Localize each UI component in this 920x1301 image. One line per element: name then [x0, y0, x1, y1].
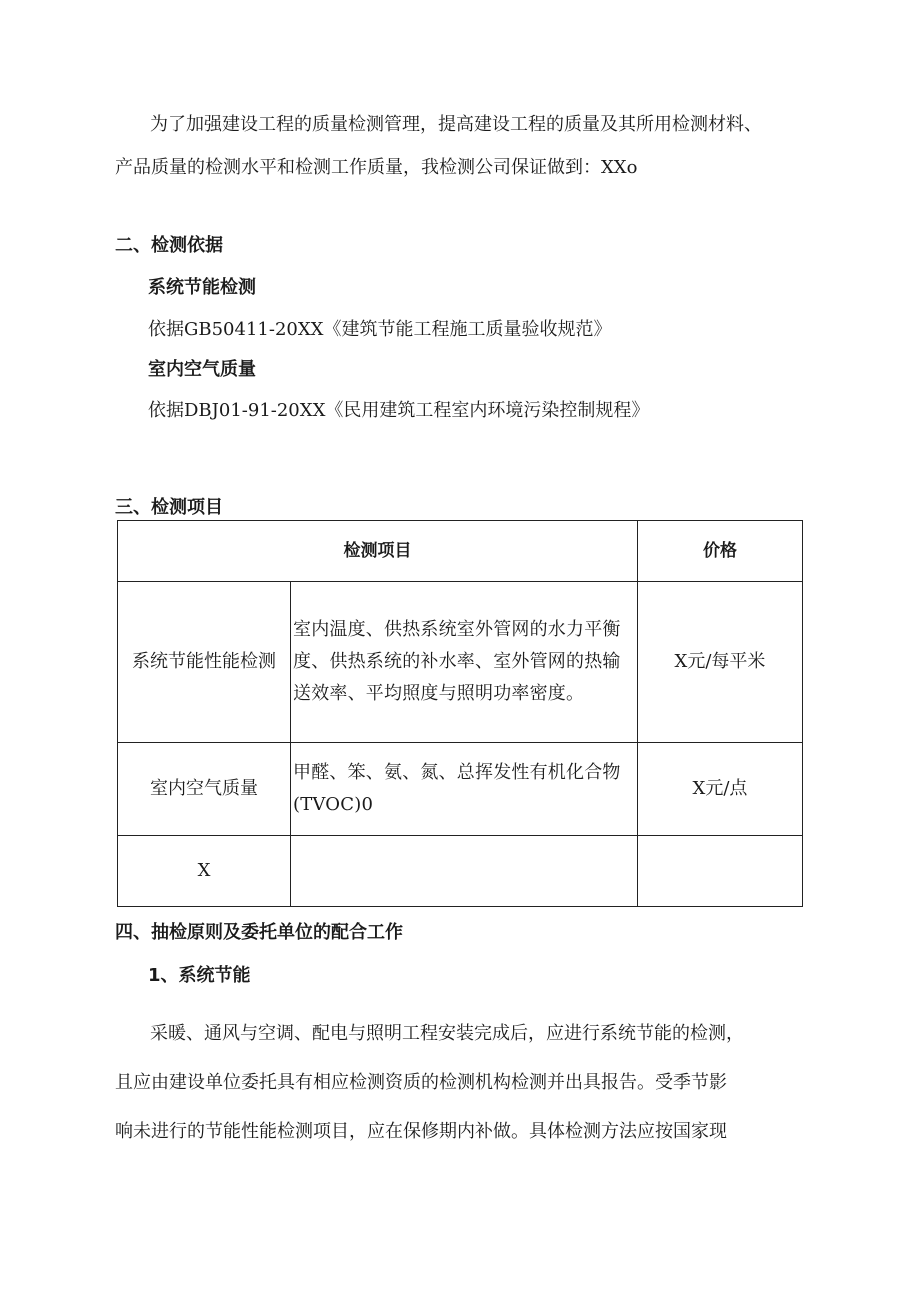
table-header-row: [118, 521, 803, 582]
inspection-items-table: [117, 520, 803, 907]
section-4-para-line-2: 且应由建设单位委托具有相应检测资质的检测机构检测并出具报告。受季节影: [115, 1072, 727, 1093]
row-price: X元/点: [638, 743, 803, 836]
header-item: 检测项目: [118, 521, 638, 582]
row-description: 室内温度、供热系统室外管网的水力平衡度、供热系统的补水率、室外管网的热输送效率、平均照度与照明功率密度。: [291, 582, 638, 743]
table-row: [118, 743, 803, 836]
section-2-subheading-air: 室内空气质量: [148, 359, 256, 380]
row-description: [291, 836, 638, 907]
section-4-para-line-3: 响未进行的节能性能检测项目，应在保修期内补做。具体检测方法应按国家现: [115, 1121, 727, 1142]
row-price: X元/每平米: [638, 582, 803, 743]
row-name: 室内空气质量: [118, 743, 291, 836]
intro-line-2: 产品质量的检测水平和检测工作质量，我检测公司保证做到：XXo: [115, 157, 638, 178]
section-4-subheading: 1、系统节能: [148, 965, 251, 986]
row-name: X: [118, 836, 291, 907]
row-price: [638, 836, 803, 907]
table-row: [118, 836, 803, 907]
section-4-heading: 四、抽检原则及委托单位的配合工作: [115, 922, 403, 943]
section-2-heading: 二、检测依据: [115, 235, 223, 256]
header-price: 价格: [638, 521, 803, 582]
intro-line-1: 为了加强建设工程的质量检测管理，提高建设工程的质量及其所用检测材料、: [150, 114, 762, 135]
section-4-para-line-1: 采暖、通风与空调、配电与照明工程安装完成后，应进行系统节能的检测，: [150, 1023, 744, 1044]
row-name: 系统节能性能检测: [118, 582, 291, 743]
row-description: 甲醛、笨、氨、氮、总挥发性有机化合物(TVOC)0: [291, 743, 638, 836]
section-2-subheading-energy: 系统节能检测: [148, 277, 256, 298]
section-2-basis-energy: 依据GB50411-20XX《建筑节能工程施工质量验收规范》: [148, 319, 612, 340]
section-2-basis-air: 依据DBJ01-91-20XX《民用建筑工程室内环境污染控制规程》: [148, 400, 650, 421]
section-3-heading: 三、检测项目: [115, 497, 223, 518]
table-row: [118, 582, 803, 743]
